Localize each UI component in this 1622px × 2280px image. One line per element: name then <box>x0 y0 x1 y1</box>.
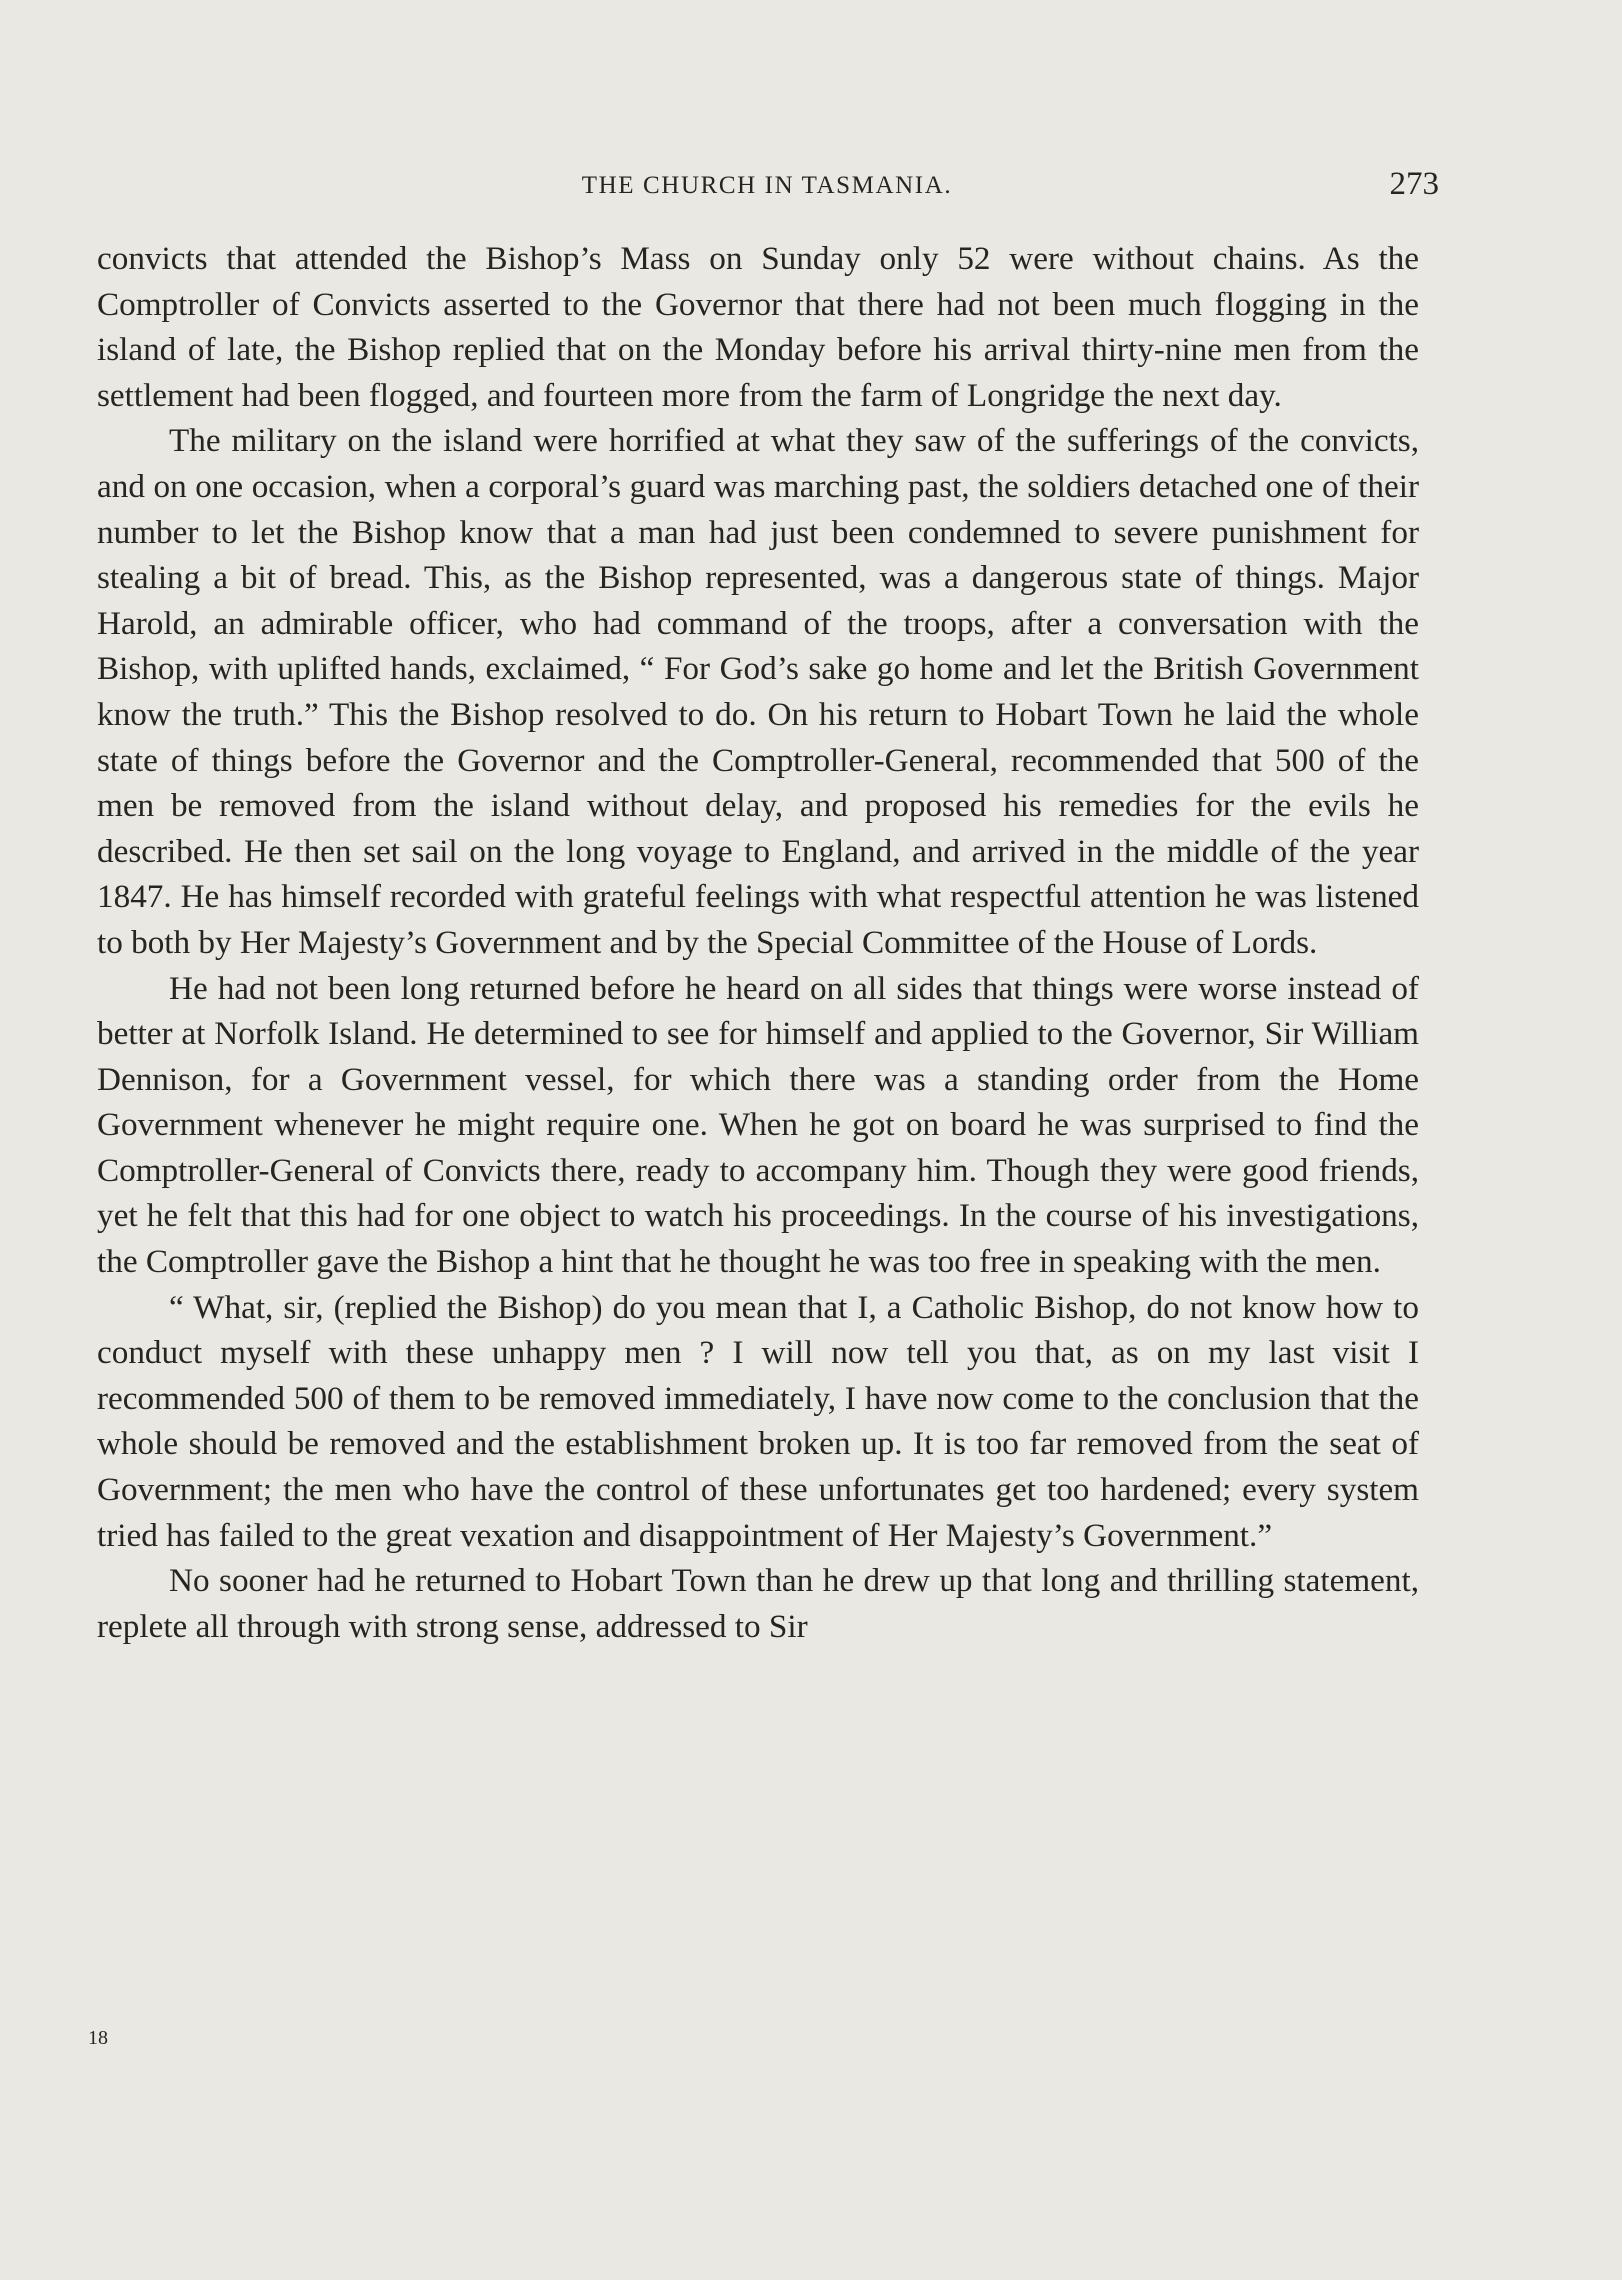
paragraph: “ What, sir, (replied the Bishop) do you mean that I, a Catholic Bishop, do not know how to conduct myself with these unhappy men ? I will now tell you that, as on my last visit I recommended 500 of them to be removed immediately, I have now come to the conclusion that the whole should be removed and the establishment broken up. It is too far removed from the seat of Government; the men who have the control of these unfortunates get too hardened; every system tried has failed to the great vexation and disappointment of Her Majesty’s Government.” <box>97 1288 1419 1554</box>
running-head <box>97 166 1437 206</box>
paragraph: He had not been long returned before he heard on all sides that things were worse instead of better at Norfolk Island. He determined to see for himself and applied to the Governor, Sir William Dennison, for a Government vessel, for which there was a standing order from the Home Government whenever he might require one. When he got on board he was surprised to find the Comptroller-General of Convicts there, ready to accompany him. Though they were good friends, yet he felt that this had for one object to watch his proceedings. In the course of his investigations, the Comptroller gave the Bishop a hint that he thought he was too free in speaking with the men. <box>97 969 1419 1281</box>
paragraph: The military on the island were horrified at what they saw of the sufferings of the convicts, and on one occasion, when a corporal’s guard was marching past, the soldiers detached one of their number to let the Bishop know that a man had just been condemned to severe punishment for stealing a bit of bread. This, as the Bishop represented, was a dangerous state of things. Major Harold, an admirable officer, who had command of the troops, after a conversation with the Bishop, with uplifted hands, exclaimed, “ For God’s sake go home and let the British Government know the truth.” This the Bishop resolved to do. On his return to Hobart Town he laid the whole state of things before the Governor and the Comptroller-General, recommended that 500 of the men be removed from the island without delay, and proposed his remedies for the evils he described. He then set sail on the long voyage to England, and arrived in the middle of the year 1847. He has himself recorded with grateful feelings with what respectful attention he was listened to both by Her Majesty’s Government and by the Special Committee of the House of Lords. <box>97 422 1419 961</box>
signature-mark: 18 <box>88 2027 108 2049</box>
body-text <box>97 236 1419 1649</box>
paragraph: No sooner had he returned to Hobart Town than he drew up that long and thrilling statement, replete all through with strong sense, addressed to Sir <box>97 1562 1419 1645</box>
page-number: 273 <box>1389 166 1439 202</box>
paragraph: convicts that attended the Bishop’s Mass on Sunday only 52 were without chains. As the Comptroller of Convicts asserted to the Governor that there had not been much flogging in the island of late, the Bishop replied that on the Monday before his arrival thirty-nine men from the settlement had been flogged, and fourteen more from the farm of Longridge the next day. <box>97 240 1419 414</box>
running-title: THE CHURCH IN TASMANIA. <box>581 172 953 199</box>
